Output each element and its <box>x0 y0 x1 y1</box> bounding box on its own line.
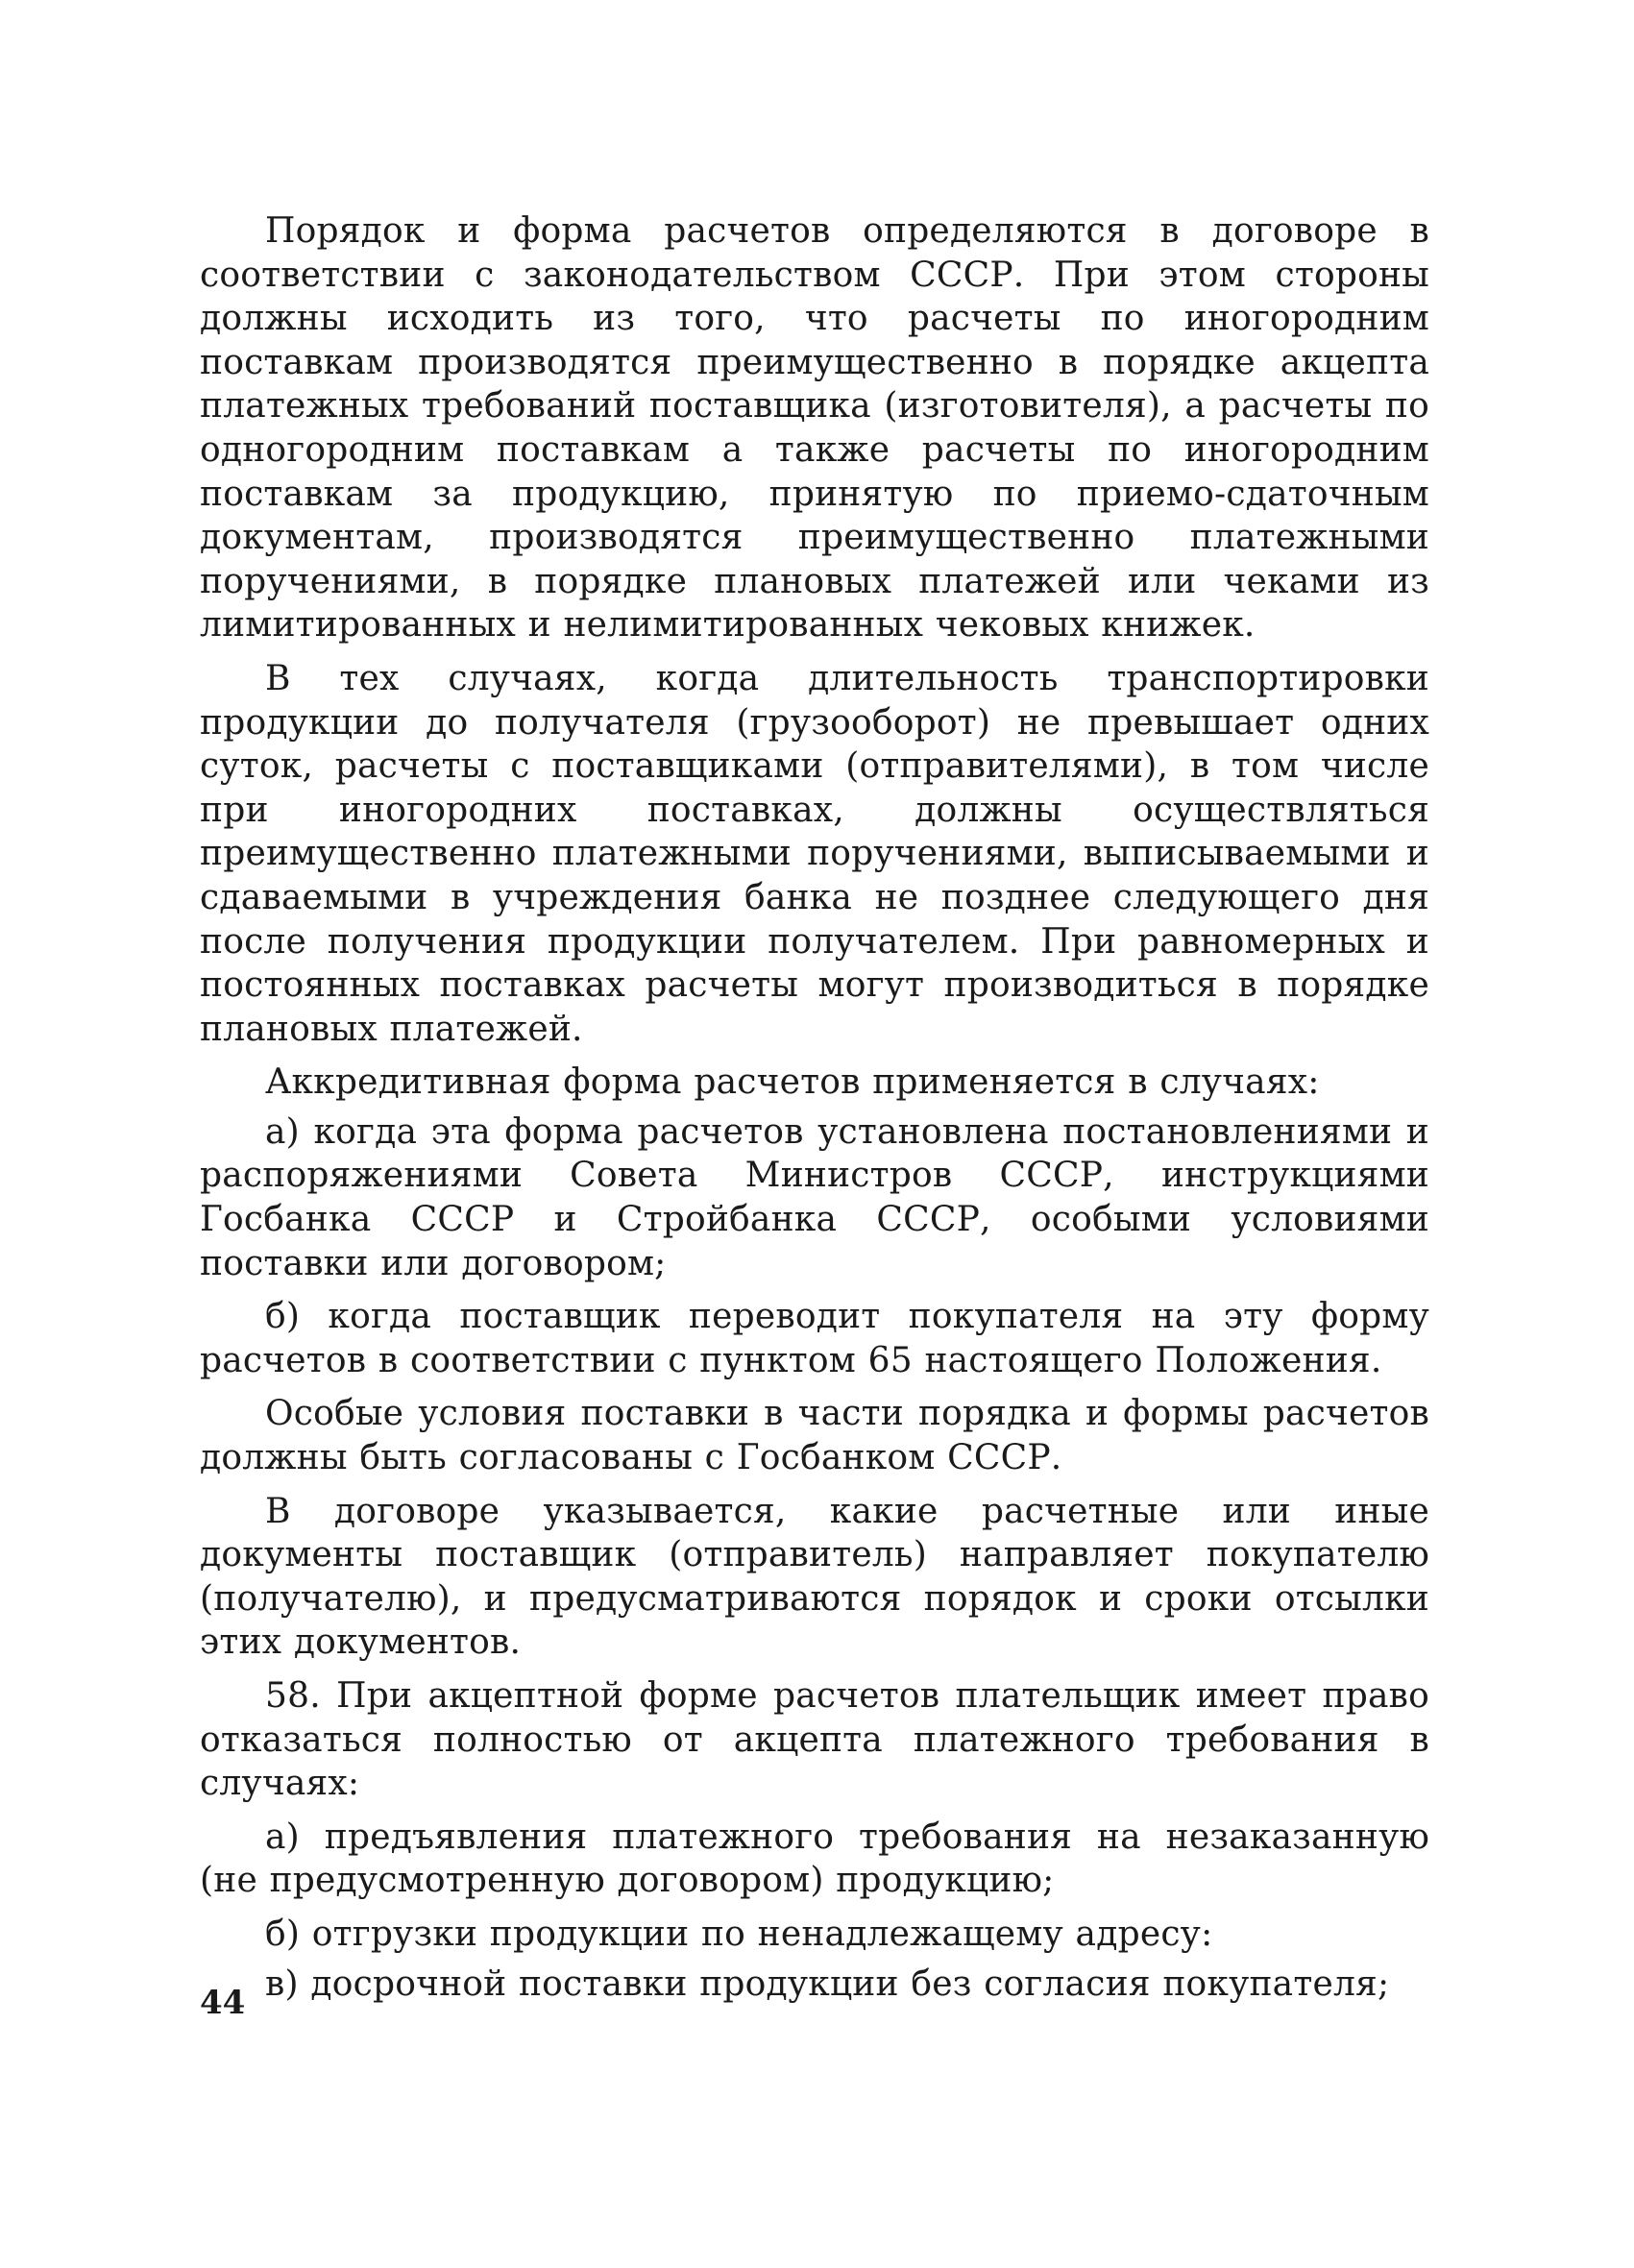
list-item-a-unordered-goods: а) предъявления платежного требования на незаказанную (не предусмотренную договором) продукцию; <box>200 1817 1429 1901</box>
paragraph-letter-of-credit: Аккредитивная форма расчетов применяется в случаях: <box>265 1062 1320 1103</box>
document-body <box>200 209 1429 2015</box>
page-number: 44 <box>200 1984 246 2022</box>
paragraph-transport-duration: В тех случаях, когда длительность транспортировки продукции до получателя (грузооборот) не превышает одних суток, расчеты с поставщиками (отправителями), в том числе при иногородних поставках, должны осуществляться преимущественно платежными поручениями, выписываемыми и сдаваемыми в учреждения банка не позднее следующего дня после получения продукции получателем. При равномерных и постоянных поставках расчеты могут производиться в порядке плановых платежей. <box>200 658 1429 1049</box>
list-item-c-early-delivery: в) досрочной поставки продукции без согласия покупателя; <box>265 1963 1390 2004</box>
list-item-a: а) когда эта форма расчетов установлена постановлениями и распоряжениями Совета Министров СССР, инструкциями Госбанка СССР и Стройбанка СССР, особыми условиями поставки или договором; <box>200 1111 1429 1283</box>
list-item-b-wrong-address: б) отгрузки продукции по ненадлежащему адресу: <box>265 1914 1213 1954</box>
paragraph-special-conditions: Особые условия поставки в части порядка и формы расчетов должны быть согласованы с Госбанком СССР. <box>200 1394 1429 1478</box>
paragraph-section-58: 58. При акцептной форме расчетов плательщик имеет право отказаться полностью от акцепта платежного требования в случаях: <box>200 1676 1429 1804</box>
list-item-b: б) когда поставщик переводит покупателя на эту форму расчетов в соответствии с пунктом 65 настоящего Положения. <box>200 1297 1429 1380</box>
paragraph-contract-documents: В договоре указывается, какие расчетные или иные документы поставщик (отправитель) направляет покупателю (получателю), и предусматриваются порядок и сроки отсылки этих документов. <box>200 1491 1429 1663</box>
paragraph-payment-procedure: Порядок и форма расчетов определяются в договоре в соответствии с законодательством СССР. При этом стороны должны исходить из того, что расчеты по иногородним поставкам производятся преимущественно в порядке акцепта платежных требований поставщика (изготовителя), а расчеты по одногородним поставкам а также расчеты по иногородним поставкам за продукцию, принятую по приемо-сдаточным документам, производятся преимущественно платежными поручениями, в порядке плановых платежей или чеками из лимитированных и нелимитированных чековых книжек. <box>200 211 1429 646</box>
